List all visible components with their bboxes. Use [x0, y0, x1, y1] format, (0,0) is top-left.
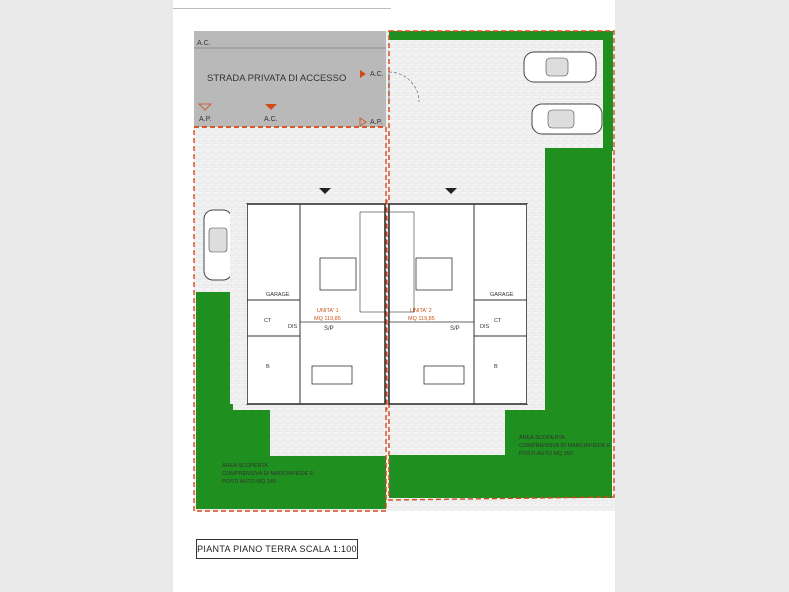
unit-1-b: B [266, 364, 270, 370]
outdoor-right-line-1: AREA SCOPERTA [519, 435, 565, 441]
outdoor-right-line-3: POSTI AUTO MQ 250 [519, 451, 573, 457]
marker-ac-top: A.C. [197, 40, 211, 47]
unit-2-name: UNITA' 2 [410, 308, 432, 314]
unit-2-garage: GARAGE [490, 292, 514, 298]
car-icon [524, 52, 596, 82]
unit-1-area: MQ 119,85 [314, 316, 341, 322]
outdoor-left-line-2: COMPRENSIVA DI MARCIAPIEDE E [222, 471, 314, 477]
drawing-title: PIANTA PIANO TERRA SCALA 1:100 [196, 539, 358, 559]
car-icon [204, 210, 232, 280]
unit-1-name: UNITA' 1 [317, 308, 339, 314]
unit-1-ct: CT [264, 318, 272, 324]
outdoor-right-line-2: COMPRENSIVA DI MARCIAPIEDE E [519, 443, 611, 449]
unit-2-b: B [494, 364, 498, 370]
unit-2-ct: CT [494, 318, 502, 324]
marker-ac-road: A.C. [370, 71, 384, 78]
right-lawn-top-strip [389, 31, 612, 40]
marker-ap-left: A.P. [199, 116, 212, 123]
building-unit-2 [389, 204, 527, 404]
road-label: STRADA PRIVATA DI ACCESSO [207, 73, 347, 84]
unit-2-area: MQ 119,85 [408, 316, 435, 322]
outdoor-left-line-3: POSTI AUTO MQ 145 [222, 479, 276, 485]
unit-2-living: S/P [450, 326, 460, 332]
unit-2-dis: DIS [480, 324, 490, 330]
right-lawn-edge [603, 31, 613, 151]
outdoor-left-line-1: AREA SCOPERTA [222, 463, 268, 469]
unit-1-garage: GARAGE [266, 292, 290, 298]
building-unit-1 [247, 204, 385, 404]
car-icon [532, 104, 602, 134]
marker-ac-mid: A.C. [264, 116, 278, 123]
unit-1-living: S/P [324, 326, 334, 332]
marker-ap-right: A.P. [370, 119, 383, 126]
unit-1-dis: DIS [288, 324, 298, 330]
